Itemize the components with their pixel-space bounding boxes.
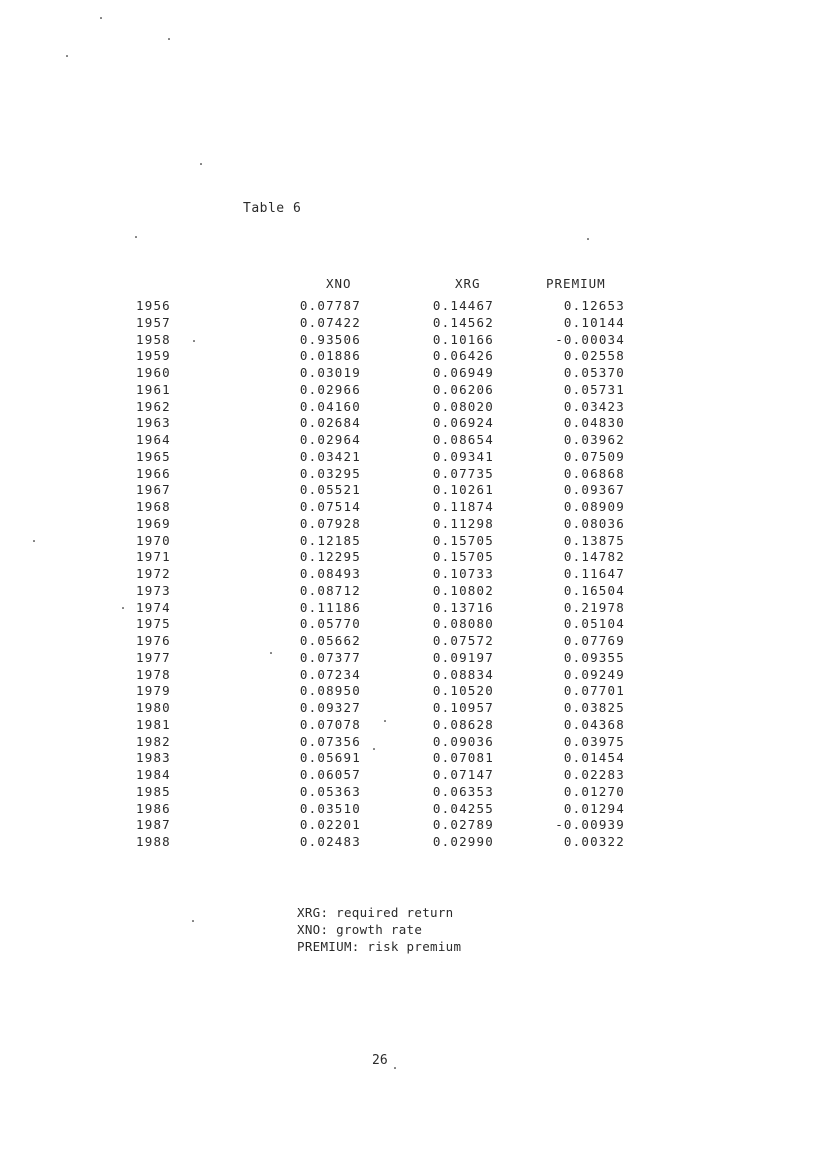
xno-cell: 0.02483	[299, 834, 361, 849]
table-row	[0, 315, 827, 332]
premium-cell: 0.07701	[563, 683, 625, 699]
xno-cell: 0.05521	[299, 482, 361, 498]
xno-cell: 0.02966	[299, 381, 361, 397]
table-row	[0, 700, 827, 717]
table-row	[0, 482, 827, 499]
year-cell: 1959	[136, 348, 171, 364]
year-cell: 1983	[136, 750, 171, 766]
premium-cell: 0.02283	[563, 767, 625, 782]
year-cell: 1982	[136, 733, 171, 749]
xrg-cell: 0.10261	[432, 482, 494, 498]
year-cell: 1980	[136, 700, 171, 715]
year-cell: 1979	[136, 683, 171, 699]
xrg-cell: 0.10802	[432, 582, 494, 598]
xrg-cell: 0.09036	[432, 733, 494, 749]
xno-cell: 0.02964	[299, 432, 361, 447]
table-row	[0, 801, 827, 818]
premium-cell: 0.01294	[563, 800, 625, 816]
xno-cell: 0.05691	[299, 750, 361, 766]
table-row	[0, 566, 827, 583]
table-row	[0, 717, 827, 734]
xrg-cell: 0.08834	[432, 666, 494, 682]
premium-cell: 0.01454	[563, 750, 625, 766]
year-cell: 1962	[136, 398, 171, 414]
xno-cell: 0.01886	[299, 348, 361, 364]
year-cell: 1976	[136, 633, 171, 648]
year-cell: 1958	[136, 331, 171, 347]
year-cell: 1975	[136, 616, 171, 632]
premium-cell: 0.01270	[563, 783, 625, 799]
xno-cell: 0.08950	[299, 683, 361, 699]
xno-cell: 0.07514	[299, 499, 361, 514]
xrg-cell: 0.14562	[432, 314, 494, 330]
xrg-cell: 0.08654	[432, 432, 494, 447]
year-cell: 1977	[136, 649, 171, 665]
year-cell: 1985	[136, 783, 171, 799]
legend-premium: PREMIUM: risk premium	[297, 939, 462, 954]
year-cell: 1984	[136, 767, 171, 782]
year-cell: 1957	[136, 314, 171, 330]
xrg-cell: 0.07081	[432, 750, 494, 766]
year-cell: 1961	[136, 381, 171, 397]
table-row	[0, 600, 827, 617]
xrg-cell: 0.07735	[432, 465, 494, 481]
premium-cell: 0.21978	[563, 599, 625, 615]
year-cell: 1973	[136, 582, 171, 598]
scan-speck	[66, 55, 68, 57]
xno-cell: 0.09327	[299, 700, 361, 715]
table-row	[0, 734, 827, 751]
xrg-cell: 0.07572	[432, 633, 494, 648]
premium-cell: 0.04368	[563, 716, 625, 732]
xrg-cell: 0.07147	[432, 767, 494, 782]
premium-cell: 0.09355	[563, 649, 625, 665]
premium-cell: 0.03975	[563, 733, 625, 749]
premium-cell: 0.03825	[563, 700, 625, 715]
xrg-cell: 0.10520	[432, 683, 494, 699]
scan-speck	[200, 163, 202, 165]
year-cell: 1966	[136, 465, 171, 481]
year-cell: 1974	[136, 599, 171, 615]
year-cell: 1969	[136, 515, 171, 531]
table-row	[0, 767, 827, 784]
xno-cell: 0.05363	[299, 783, 361, 799]
xno-cell: 0.03019	[299, 365, 361, 380]
xrg-cell: 0.06206	[432, 381, 494, 397]
table-row	[0, 533, 827, 550]
xrg-cell: 0.04255	[432, 800, 494, 816]
xno-cell: 0.07356	[299, 733, 361, 749]
table-row	[0, 834, 827, 851]
year-cell: 1981	[136, 716, 171, 732]
premium-cell: 0.06868	[563, 465, 625, 481]
scan-speck	[394, 1067, 396, 1069]
column-header-premium: PREMIUM	[546, 276, 606, 291]
scan-speck	[193, 340, 195, 342]
scan-speck	[192, 920, 194, 922]
year-cell: 1963	[136, 415, 171, 431]
table-row	[0, 348, 827, 365]
xrg-cell: 0.10733	[432, 566, 494, 581]
premium-cell: 0.05370	[563, 365, 625, 380]
premium-cell: 0.10144	[563, 314, 625, 330]
xno-cell: 0.07377	[299, 649, 361, 665]
legend-xrg: XRG: required return	[297, 905, 454, 920]
xrg-cell: 0.08080	[432, 616, 494, 632]
year-cell: 1971	[136, 549, 171, 565]
legend	[297, 904, 461, 955]
table-title: Table 6	[243, 201, 302, 216]
premium-cell: 0.09249	[563, 666, 625, 682]
xno-cell: 0.05662	[299, 633, 361, 648]
premium-cell: 0.04830	[563, 415, 625, 431]
page-number: 26	[372, 1053, 388, 1068]
table-row	[0, 516, 827, 533]
xrg-cell: 0.15705	[432, 549, 494, 565]
xrg-cell: 0.11298	[432, 515, 494, 531]
xrg-cell: 0.08020	[432, 398, 494, 414]
xno-cell: 0.07787	[299, 298, 361, 313]
table-row	[0, 667, 827, 684]
table-row	[0, 750, 827, 767]
column-header-xrg: XRG	[455, 276, 481, 291]
premium-cell: 0.16504	[563, 582, 625, 598]
year-cell: 1967	[136, 482, 171, 498]
xrg-cell: 0.14467	[432, 298, 494, 313]
xno-cell: 0.08493	[299, 566, 361, 581]
xrg-cell: 0.15705	[432, 532, 494, 548]
table-row	[0, 432, 827, 449]
table-row	[0, 399, 827, 416]
xno-cell: 0.05770	[299, 616, 361, 632]
scan-speck	[168, 38, 170, 40]
premium-cell: 0.11647	[563, 566, 625, 581]
xrg-cell: 0.06924	[432, 415, 494, 431]
scan-speck	[122, 607, 124, 609]
xrg-cell: 0.09341	[432, 448, 494, 464]
scan-speck	[100, 17, 102, 19]
year-cell: 1956	[136, 298, 171, 313]
table-row	[0, 332, 827, 349]
xno-cell: 0.03295	[299, 465, 361, 481]
premium-cell: 0.08909	[563, 499, 625, 514]
xno-cell: 0.11186	[299, 599, 361, 615]
year-cell: 1964	[136, 432, 171, 447]
xrg-cell: 0.09197	[432, 649, 494, 665]
premium-cell: 0.03962	[563, 432, 625, 447]
xno-cell: 0.02684	[299, 415, 361, 431]
xrg-cell: 0.06426	[432, 348, 494, 364]
year-cell: 1960	[136, 365, 171, 380]
xno-cell: 0.07422	[299, 314, 361, 330]
year-cell: 1968	[136, 499, 171, 514]
scan-speck	[384, 720, 386, 722]
table-row	[0, 499, 827, 516]
xrg-cell: 0.02789	[432, 817, 494, 833]
xrg-cell: 0.11874	[432, 499, 494, 514]
xrg-cell: 0.06949	[432, 365, 494, 380]
table-row	[0, 683, 827, 700]
xno-cell: 0.12185	[299, 532, 361, 548]
xrg-cell: 0.10166	[432, 331, 494, 347]
xno-cell: 0.06057	[299, 767, 361, 782]
xno-cell: 0.03421	[299, 448, 361, 464]
table-row	[0, 466, 827, 483]
table-row	[0, 449, 827, 466]
xrg-cell: 0.06353	[432, 783, 494, 799]
table-row	[0, 633, 827, 650]
year-cell: 1965	[136, 448, 171, 464]
year-cell: 1986	[136, 800, 171, 816]
legend-xno: XNO: growth rate	[297, 922, 423, 937]
year-cell: 1978	[136, 666, 171, 682]
year-cell: 1988	[136, 834, 171, 849]
premium-cell: 0.05731	[563, 381, 625, 397]
xrg-cell: 0.10957	[432, 700, 494, 715]
premium-cell: 0.07769	[563, 633, 625, 648]
premium-cell: 0.13875	[563, 532, 625, 548]
scan-speck	[33, 540, 35, 542]
premium-cell: 0.09367	[563, 482, 625, 498]
table-row	[0, 549, 827, 566]
table-row	[0, 616, 827, 633]
scan-speck	[587, 238, 589, 240]
scan-speck	[135, 236, 137, 238]
premium-cell: 0.12653	[563, 298, 625, 313]
premium-cell: 0.08036	[563, 515, 625, 531]
premium-cell: -0.00939	[555, 817, 625, 833]
xno-cell: 0.07234	[299, 666, 361, 682]
table-row	[0, 365, 827, 382]
table-row	[0, 415, 827, 432]
year-cell: 1970	[136, 532, 171, 548]
xno-cell: 0.03510	[299, 800, 361, 816]
premium-cell: 0.14782	[563, 549, 625, 565]
xrg-cell: 0.13716	[432, 599, 494, 615]
data-table-body	[0, 298, 827, 851]
premium-cell: 0.00322	[563, 834, 625, 849]
xno-cell: 0.07078	[299, 716, 361, 732]
xno-cell: 0.08712	[299, 582, 361, 598]
xno-cell: 0.93506	[299, 331, 361, 347]
table-row	[0, 650, 827, 667]
xrg-cell: 0.08628	[432, 716, 494, 732]
year-cell: 1987	[136, 817, 171, 833]
table-row	[0, 298, 827, 315]
premium-cell: -0.00034	[555, 331, 625, 347]
premium-cell: 0.02558	[563, 348, 625, 364]
xrg-cell: 0.02990	[432, 834, 494, 849]
premium-cell: 0.03423	[563, 398, 625, 414]
xno-cell: 0.07928	[299, 515, 361, 531]
year-cell: 1972	[136, 566, 171, 581]
table-row	[0, 817, 827, 834]
xno-cell: 0.02201	[299, 817, 361, 833]
xno-cell: 0.12295	[299, 549, 361, 565]
xno-cell: 0.04160	[299, 398, 361, 414]
table-row	[0, 583, 827, 600]
scan-speck	[373, 748, 375, 750]
premium-cell: 0.07509	[563, 448, 625, 464]
table-row	[0, 784, 827, 801]
scan-speck	[270, 652, 272, 654]
premium-cell: 0.05104	[563, 616, 625, 632]
column-header-xno: XNO	[326, 276, 352, 291]
table-row	[0, 382, 827, 399]
